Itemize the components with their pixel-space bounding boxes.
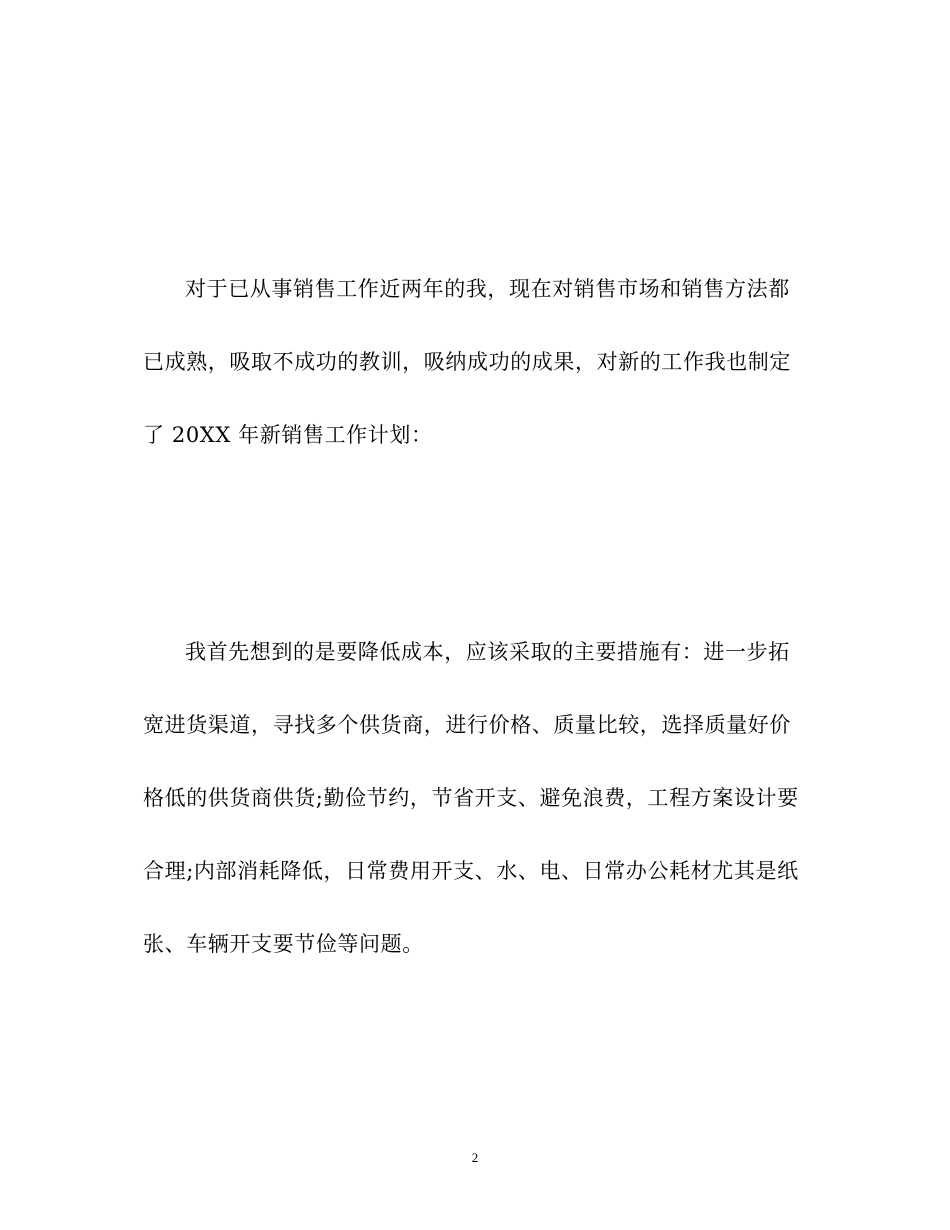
page-number: 2	[471, 1150, 479, 1165]
paragraph-2-line-3: 格低的供货商供货;勤俭节约，节省开支、避免浪费，工程方案设计要	[143, 786, 799, 810]
paragraph-1-line-2: 已成熟，吸取不成功的教训，吸纳成功的成果，对新的工作我也制定	[143, 350, 791, 374]
paragraph-1-line-3: 了 20XX 年新销售工作计划：	[143, 423, 433, 447]
paragraph-2-line-5: 张、车辆开支要节俭等问题。	[143, 932, 424, 956]
paragraph-2-line-2: 宽进货渠道，寻找多个供货商，进行价格、质量比较，选择质量好价	[143, 713, 791, 737]
paragraph-1-line-1: 对于已从事销售工作近两年的我，现在对销售市场和销售方法都	[185, 277, 790, 301]
paragraph-2-line-4: 合理;内部消耗降低，日常费用开支、水、电、日常办公耗材尤其是纸	[143, 859, 799, 883]
paragraph-2-line-1: 我首先想到的是要降低成本，应该采取的主要措施有：进一步拓	[185, 640, 790, 664]
